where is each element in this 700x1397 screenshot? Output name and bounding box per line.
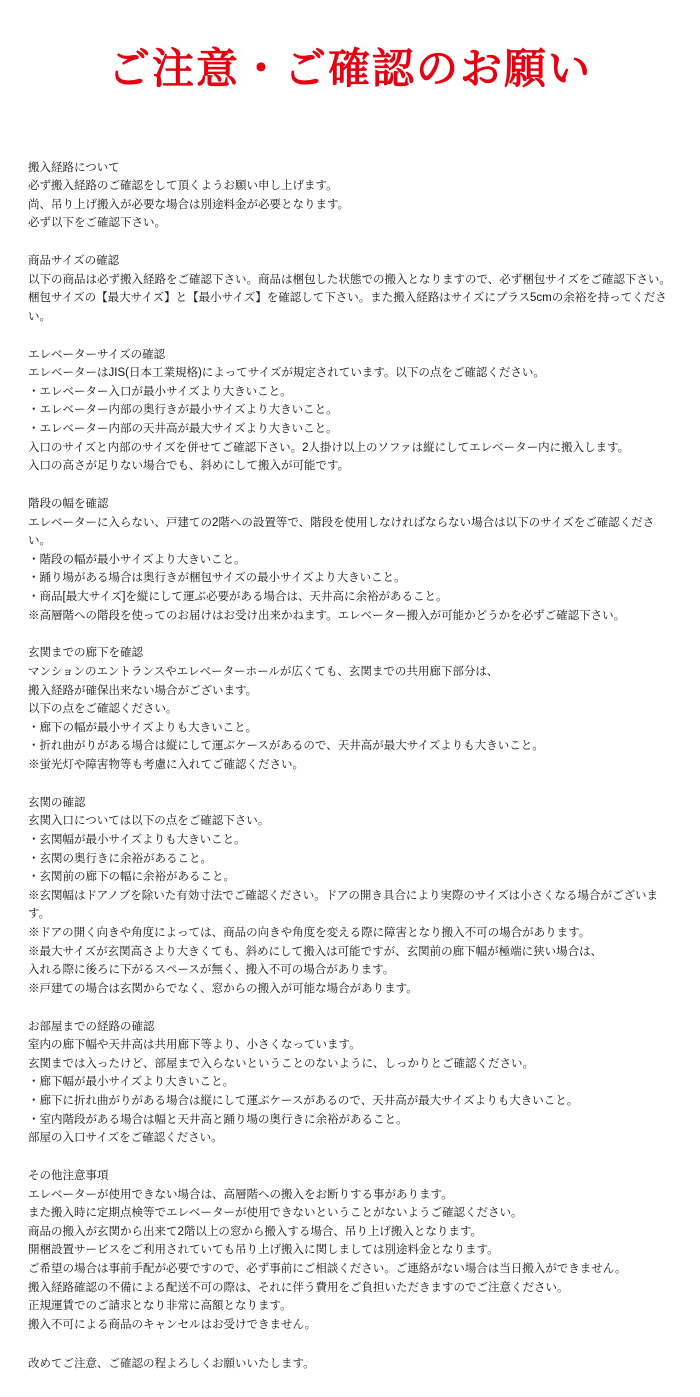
section-heading: 商品サイズの確認 [28,252,672,271]
section-line: ※ドアの開く向きや角度によっては、商品の向きや角度を変える際に障害となり搬入不可の場合があります。 [28,924,672,943]
section-heading: 階段の幅を確認 [28,495,672,514]
section-line: 以下の商品は必ず搬入経路をご確認下さい。商品は梱包した状態での搬入となりますので、必ず梱包サイズをご確認下さい。 [28,271,672,290]
section-line: ・廊下の幅が最小サイズよりも大きいこと。 [28,719,672,738]
section-line: ・踊り場がある場合は奥行きが梱包サイズの最小サイズより大きいこと。 [28,569,672,588]
section-line: また搬入時に定期点検等でエレベーターが使用できないということがないようご確認ください。 [28,1204,672,1223]
section-line: ご希望の場合は事前手配が必要ですので、必ず事前にご相談ください。ご連絡がない場合は当日搬入ができません。 [28,1260,672,1279]
section-line: ・商品[最大サイズ]を縦にして運ぶ必要がある場合は、天井高に余裕があること。 [28,588,672,607]
section-line: ・折れ曲がりがある場合は縦にして運ぶケースがあるので、天井高が最大サイズよりも大きいこと。 [28,737,672,756]
section-intro [28,159,672,234]
section-heading: 玄関までの廊下を確認 [28,644,672,663]
section-line: マンションのエントランスやエレベーターホールが広くても、玄関までの共用廊下部分は、 [28,663,672,682]
section-heading: 搬入経路について [28,159,672,178]
section-line: ※玄関幅はドアノブを除いた有効寸法でご確認ください。ドアの開き具合により実際のサイズは小さくなる場合がございます。 [28,887,672,924]
section-line: 入口のサイズと内部のサイズを併せてご確認下さい。2人掛け以上のソファは縦にしてエレベーター内に搬入します。 [28,439,672,458]
section-line: エレベーターに入らない、戸建ての2階への設置等で、階段を使用しなければならない場合は以下のサイズをご確認ください。 [28,514,672,551]
section-corridor [28,644,672,774]
section-line: ・玄関前の廊下の幅に余裕があること。 [28,868,672,887]
section-stairs-width [28,495,672,625]
section-line: ・廊下幅が最小サイズより大きいこと。 [28,1073,672,1092]
section-line: 玄関入口については以下の点をご確認下さい。 [28,812,672,831]
section-line: 必ず搬入経路のご確認をして頂くようお願い申し上げます。 [28,177,672,196]
section-line: 室内の廊下幅や天井高は共用廊下等より、小さくなっています。 [28,1036,672,1055]
section-entrance [28,794,672,999]
document-body [0,107,700,1397]
section-heading: 玄関の確認 [28,794,672,813]
section-heading: お部屋までの経路の確認 [28,1018,672,1037]
section-heading: その他注意事項 [28,1167,672,1186]
section-product-size [28,252,672,327]
section-line: ※戸建ての場合は玄関からでなく、窓からの搬入が可能な場合があります。 [28,980,672,999]
section-route-to-room [28,1018,672,1148]
section-line: ※蛍光灯や障害物等も考慮に入れてご確認ください。 [28,756,672,775]
section-line: ・エレベーター内部の奥行きが最小サイズより大きいこと。 [28,401,672,420]
section-line: 入れる際に後ろに下がるスペースが無く、搬入不可の場合があります。 [28,961,672,980]
section-line: エレベーターはJIS(日本工業規格)によってサイズが規定されています。以下の点をご確認ください。 [28,364,672,383]
section-line: ・室内階段がある場合は幅と天井高と踊り場の奥行きに余裕があること。 [28,1111,672,1130]
section-line: ※高層階への階段を使ってのお届けはお受け出来かねます。エレベーター搬入が可能かどうかを必ずご確認下さい。 [28,607,672,626]
section-line: 搬入不可による商品のキャンセルはお受けできません。 [28,1316,672,1335]
section-line: ・階段の幅が最小サイズより大きいこと。 [28,551,672,570]
section-line: エレベーターが使用できない場合は、高層階への搬入をお断りする事があります。 [28,1186,672,1205]
section-heading: エレベーターサイズの確認 [28,346,672,365]
section-other-notes [28,1167,672,1335]
section-elevator-size [28,346,672,476]
section-line: ・エレベーター入口が最小サイズより大きいこと。 [28,383,672,402]
page-title: ご注意・ご確認のお願い [0,0,700,107]
section-line: 必ず以下をご確認下さい。 [28,214,672,233]
section-line: 玄関までは入ったけど、部屋まで入らないということのないように、しっかりとご確認ください。 [28,1055,672,1074]
section-line: 搬入経路確認の不備による配送不可の際は、それに伴う費用をご負担いただきますのでご注意ください。 [28,1279,672,1298]
section-line: 開梱設置サービスをご利用されていても吊り上げ搬入に関しましては別途料金となります。 [28,1241,672,1260]
section-line: 搬入経路が確保出来ない場合がございます。 [28,682,672,701]
section-line: 以下の点をご確認ください。 [28,700,672,719]
section-line: ・玄関の奥行きに余裕があること。 [28,850,672,869]
section-line: 部屋の入口サイズをご確認ください。 [28,1129,672,1148]
section-line: 梱包サイズの【最大サイズ】と【最小サイズ】を確認して下さい。また搬入経路はサイズにプラス5cmの余裕を持ってください。 [28,289,672,326]
section-line: 正規運賃でのご請求となり非常に高額となります。 [28,1297,672,1316]
section-line: 商品の搬入が玄関から出来て2階以上の窓から搬入する場合、吊り上げ搬入となります。 [28,1223,672,1242]
section-line: ※最大サイズが玄関高さより大きくても、斜めにして搬入は可能ですが、玄関前の廊下幅が極端に狭い場合は、 [28,943,672,962]
closing-statement: 改めてご注意、ご確認の程よろしくお願いいたします。 [28,1355,672,1374]
section-line: ・エレベーター内部の天井高が最大サイズより大きいこと。 [28,420,672,439]
section-line: ・廊下に折れ曲がりがある場合は縦にして運ぶケースがあるので、天井高が最大サイズよりも大きいこと。 [28,1092,672,1111]
section-line: 入口の高さが足りない場合でも、斜めにして搬入が可能です。 [28,457,672,476]
section-line: 尚、吊り上げ搬入が必要な場合は別途料金が必要となります。 [28,196,672,215]
section-line: ・玄関幅が最小サイズよりも大きいこと。 [28,831,672,850]
